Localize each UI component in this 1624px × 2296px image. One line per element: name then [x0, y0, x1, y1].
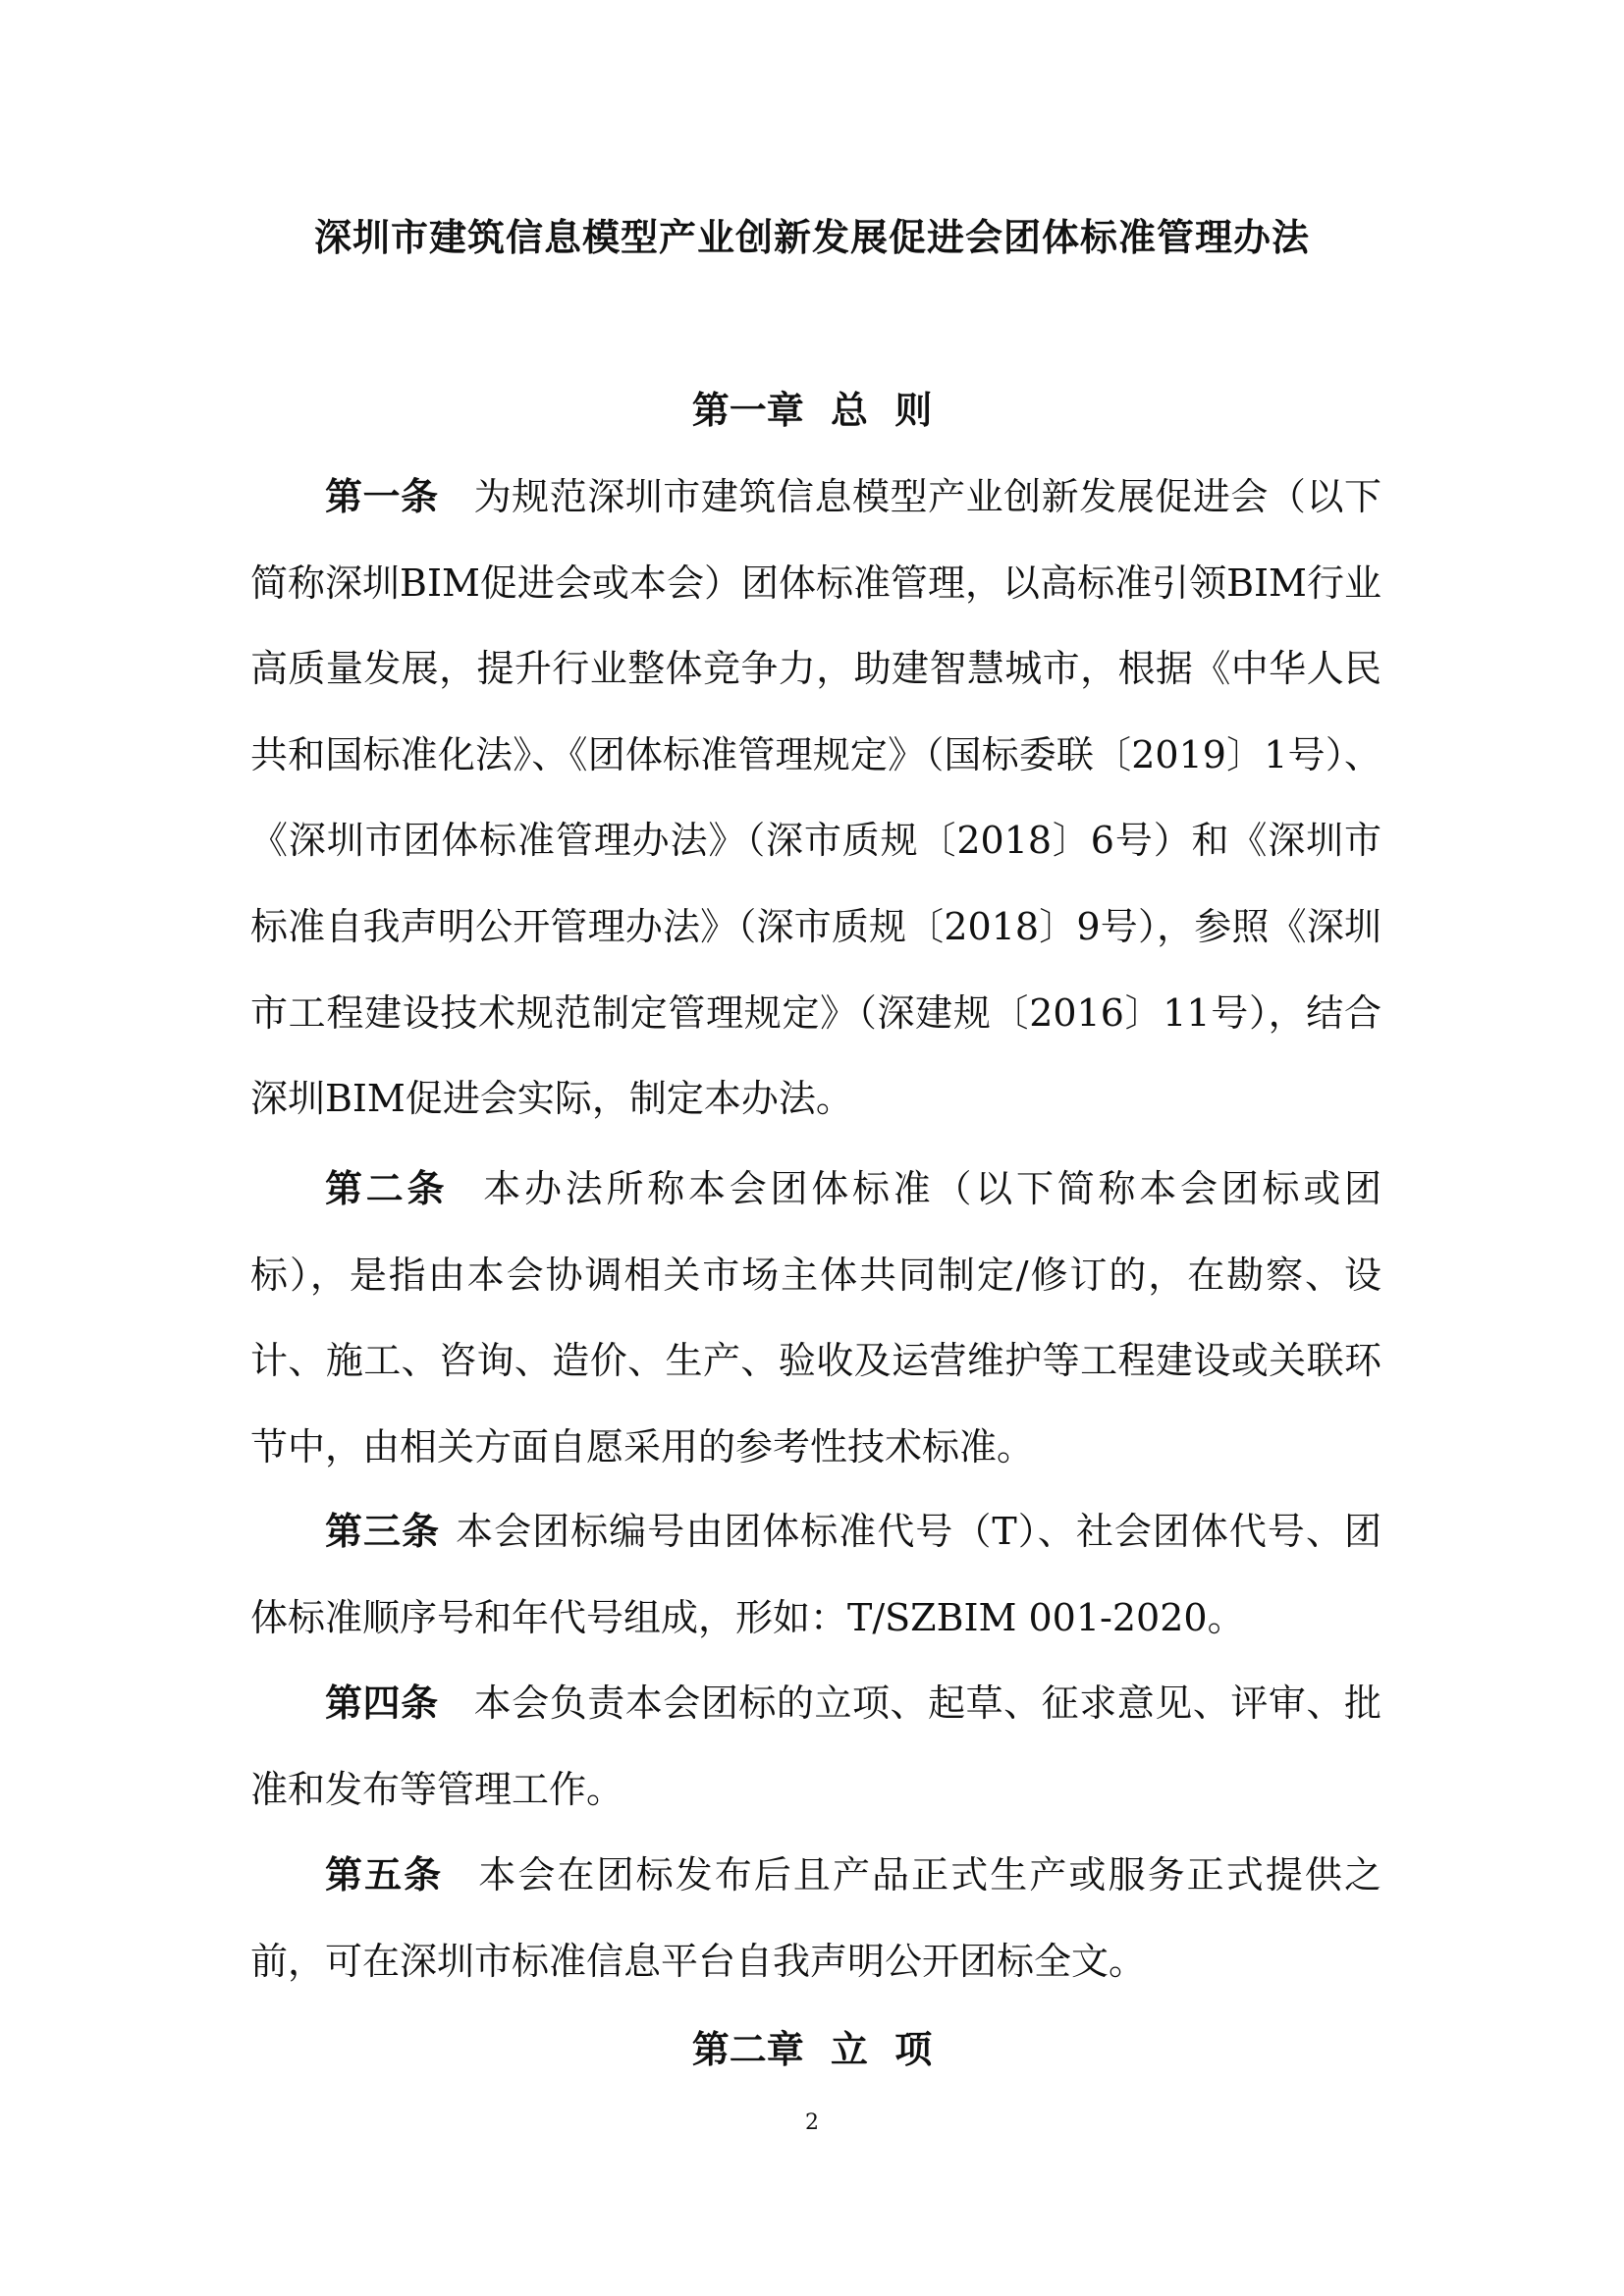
article-number: 第二条	[325, 1167, 449, 1210]
article-number: 第四条	[325, 1682, 439, 1725]
article-text: 为规范深圳市建筑信息模型产业创新发展促进会（以下简称深圳BIM促进会或本会）团体标准管理，以高标准引领BIM行业高质量发展，提升行业整体竞争力，助建智慧城市，根据《中华人民共和国标准化法》、《团体标准管理规定》（国标委联〔2019〕1号）、《深圳市团体标准管理办法》（深市质规〔2018〕6号）和《深圳市标准自我声明公开管理办法》（深市质规〔2018〕9号），参照《深圳市工程建设技术规范制定管理规定》（深建规〔2016〕11号），结合深圳BIM促进会实际，制定本办法。	[250, 475, 1381, 1121]
article-text: 本办法所称本会团体标准（以下简称本会团标或团标），是指由本会协调相关市场主体共同制定/修订的，在勘察、设计、施工、咨询、造价、生产、验收及运营维护等工程建设或关联环节中，由相关方面自愿采用的参考性技术标准。	[250, 1167, 1381, 1468]
article-text: 本会团标编号由团体标准代号（T）、社会团体代号、团体标准顺序号和年代号组成，形如：T/SZBIM 001-2020。	[250, 1510, 1381, 1639]
page-number: 2	[805, 2110, 819, 2135]
document-title: 深圳市建筑信息模型产业创新发展促进会团体标准管理办法	[313, 216, 1310, 259]
article-text: 本会负责本会团标的立项、起草、征求意见、评审、批准和发布等管理工作。	[250, 1682, 1381, 1811]
article-5	[250, 1833, 1381, 2004]
chapter-heading: 第一章 总 则	[691, 389, 933, 432]
article-number: 第三条	[325, 1510, 441, 1553]
article-1	[250, 454, 1381, 1143]
article-number: 第一条	[325, 475, 439, 518]
article-4	[250, 1661, 1381, 1833]
article-text: 本会在团标发布后且产品正式生产或服务正式提供之前，可在深圳市标准信息平台自我声明公开团标全文。	[250, 1853, 1381, 1983]
article-number: 第五条	[325, 1853, 444, 1896]
article-2	[250, 1147, 1381, 1490]
chapter-heading: 第二章 立 项	[691, 2028, 933, 2071]
article-3	[250, 1489, 1381, 1661]
